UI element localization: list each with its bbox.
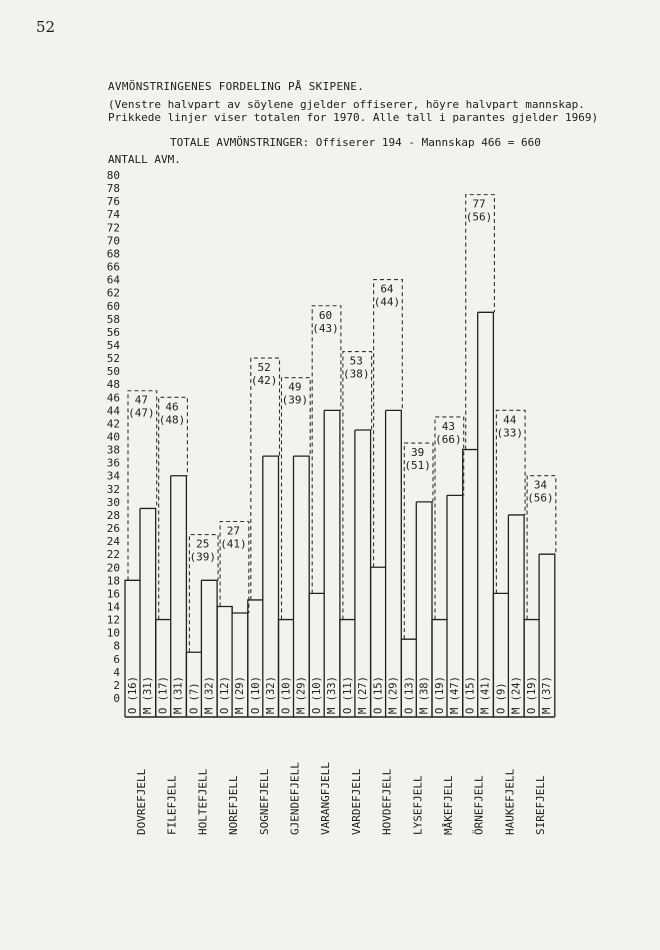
y-tick-label: 48 [106, 378, 120, 392]
y-tick-label: 80 [106, 169, 120, 182]
y-tick-label: 30 [106, 495, 120, 509]
crew-1969-label: M (27) [356, 676, 369, 714]
ship-name-label: MÅKEFJELL [442, 775, 455, 835]
y-tick-label: 16 [106, 587, 120, 601]
bar-crew [355, 430, 371, 717]
y-axis-title: ANTALL AVM. [108, 153, 181, 166]
total-1970-label: 52 [257, 361, 271, 375]
officers-1969-label: O (16) [127, 676, 139, 714]
total-1969-label: (38) [343, 367, 370, 381]
chart-title: AVMÖNSTRINGENES FORDELING PÅ SKIPENE. [108, 80, 365, 93]
total-1969-label: (66) [435, 432, 462, 446]
total-1969-label: (47) [128, 406, 155, 420]
officers-1969-label: O (15) [372, 676, 385, 714]
ship-name-label: LYSEFJELL [411, 775, 425, 835]
ship-name-label: NOREFJELL [227, 775, 241, 835]
subtitle-line-2: Prikkede linjer viser totalen for 1970. Alle tall i parantes gjelder 1969) [108, 111, 599, 124]
officers-1969-label: O (9) [495, 682, 508, 714]
total-1970-label: 53 [349, 354, 363, 368]
total-1970-outline [343, 352, 372, 620]
y-tick-label: 70 [106, 234, 120, 248]
crew-1969-label: M (29) [387, 676, 400, 714]
ship-name-label: SIREFJELL [534, 775, 548, 835]
crew-1969-label: M (47) [449, 676, 461, 714]
y-tick-label: 8 [113, 639, 120, 653]
y-tick-label: 20 [106, 561, 120, 575]
y-tick-label: 64 [106, 273, 120, 287]
crew-1969-label: M (37) [541, 676, 554, 714]
y-tick-label: 26 [106, 522, 120, 536]
y-tick-label: 46 [106, 391, 120, 405]
total-1970-outline [466, 195, 495, 450]
ship-name-label: HAUKEFJELL [503, 768, 517, 835]
crew-1969-label: M (32) [264, 676, 277, 714]
total-1970-outline [374, 280, 403, 568]
y-tick-label: 24 [106, 535, 120, 549]
y-tick-label: 60 [106, 299, 120, 313]
y-tick-label: 44 [106, 404, 120, 418]
ship-name-label: VARANGFJELL [319, 762, 333, 835]
y-tick-label: 52 [106, 352, 120, 366]
y-tick-label: 32 [106, 482, 120, 496]
y-tick-label: 0 [113, 692, 120, 705]
ship-name-label: FILEFJELL [165, 775, 179, 835]
y-tick-label: 4 [113, 665, 120, 679]
total-1969-label: (39) [281, 393, 309, 407]
y-tick-label: 66 [106, 260, 120, 274]
total-1970-label: 25 [196, 537, 210, 551]
y-tick-label: 50 [106, 365, 120, 379]
total-1969-label: (33) [496, 426, 523, 440]
y-tick-label: 14 [106, 600, 120, 614]
bar-crew [324, 410, 340, 717]
officers-1969-label: O (13) [403, 676, 416, 714]
y-tick-label: 40 [106, 430, 120, 444]
y-tick-label: 6 [113, 652, 120, 666]
bar-crew [386, 410, 402, 717]
y-tick-label: 58 [106, 312, 120, 326]
total-1969-label: (56) [527, 491, 554, 505]
crew-1969-label: M (33) [326, 676, 339, 714]
total-1969-label: (42) [250, 374, 278, 388]
total-1969-label: (39) [189, 550, 216, 564]
officers-1969-label: O (11) [341, 676, 354, 714]
total-1970-outline [251, 358, 280, 600]
crew-1969-label: M (31) [172, 676, 185, 714]
officers-1969-label: O (15) [464, 676, 477, 714]
bar-crew [478, 312, 494, 717]
y-tick-label: 28 [106, 508, 120, 522]
y-tick-label: 68 [106, 247, 120, 261]
officers-1969-label: O (10) [280, 676, 293, 714]
y-tick-label: 72 [106, 221, 120, 235]
total-1970-label: 60 [318, 308, 333, 322]
total-1970-label: 34 [533, 478, 548, 492]
y-tick-label: 62 [106, 286, 120, 300]
total-1970-label: 77 [472, 197, 486, 211]
crew-1969-label: M (32) [203, 676, 216, 714]
crew-1969-label: M (29) [295, 676, 308, 714]
crew-1969-label: M (29) [234, 676, 247, 714]
total-1970-label: 46 [165, 400, 179, 414]
crew-1969-label: M (31) [142, 676, 154, 714]
officers-1969-label: O (19) [434, 676, 446, 714]
total-1970-label: 43 [441, 419, 455, 433]
y-tick-label: 74 [106, 208, 120, 222]
officers-1969-label: O (17) [157, 676, 170, 714]
total-1969-label: (48) [158, 413, 186, 427]
total-1970-label: 44 [503, 413, 517, 427]
total-1970-outline [282, 378, 311, 620]
y-tick-label: 10 [106, 626, 120, 640]
y-tick-label: 12 [106, 613, 120, 627]
y-tick-label: 78 [106, 182, 120, 196]
ship-name-label: DOVREFJELL [135, 768, 148, 835]
ship-name-label: HOLTEFJELL [196, 768, 210, 835]
crew-1969-label: M (41) [479, 676, 492, 714]
y-tick-label: 18 [106, 574, 120, 588]
total-1970-outline [404, 443, 433, 639]
total-1969-label: (43) [312, 321, 339, 335]
total-1970-label: 39 [411, 446, 425, 460]
totals-line: TOTALE AVMÖNSTRINGER: Offiserer 194 - Mannskap 466 = 660 [170, 136, 541, 149]
ship-name-label: ÖRNEFJELL [472, 775, 486, 835]
officers-1969-label: O (10) [311, 676, 324, 714]
officers-1969-label: O (10) [249, 676, 262, 714]
total-1969-label: (41) [220, 537, 247, 551]
y-tick-label: 42 [106, 417, 120, 431]
y-tick-label: 22 [106, 548, 120, 562]
officers-1969-label: O (19) [526, 676, 539, 714]
total-1970-label: 49 [288, 380, 302, 394]
y-tick-label: 76 [106, 195, 120, 209]
total-1969-label: (44) [373, 295, 401, 309]
y-tick-label: 56 [106, 325, 120, 339]
ship-name-label: VARDEFJELL [349, 768, 363, 835]
total-1969-label: (56) [465, 210, 493, 224]
total-1970-label: 27 [226, 524, 241, 538]
y-tick-label: 54 [106, 338, 120, 352]
total-1970-outline [435, 417, 464, 620]
y-tick-label: 38 [106, 443, 120, 457]
total-1970-label: 47 [134, 393, 148, 407]
page-number: 52 [36, 18, 56, 36]
total-1969-label: (51) [404, 459, 431, 473]
ship-name-label: SOGNEFJELL [257, 768, 271, 835]
crew-1969-label: M (24) [510, 676, 523, 714]
y-tick-label: 2 [113, 678, 120, 692]
officers-1969-label: O (7) [188, 682, 201, 714]
subtitle-line-1: (Venstre halvpart av söylene gjelder offiserer, höyre halvpart mannskap. [108, 98, 585, 111]
y-tick-label: 34 [106, 469, 120, 483]
officers-1969-label: O (12) [219, 676, 232, 714]
ship-name-label: GJENDEFJELL [288, 762, 302, 835]
total-1970-outline [312, 306, 341, 594]
total-1970-outline [159, 397, 188, 619]
y-tick-label: 36 [106, 456, 120, 470]
ship-name-label: HOVDEFJELL [380, 768, 394, 835]
total-1970-label: 64 [380, 282, 394, 296]
crew-1969-label: M (38) [418, 676, 431, 714]
